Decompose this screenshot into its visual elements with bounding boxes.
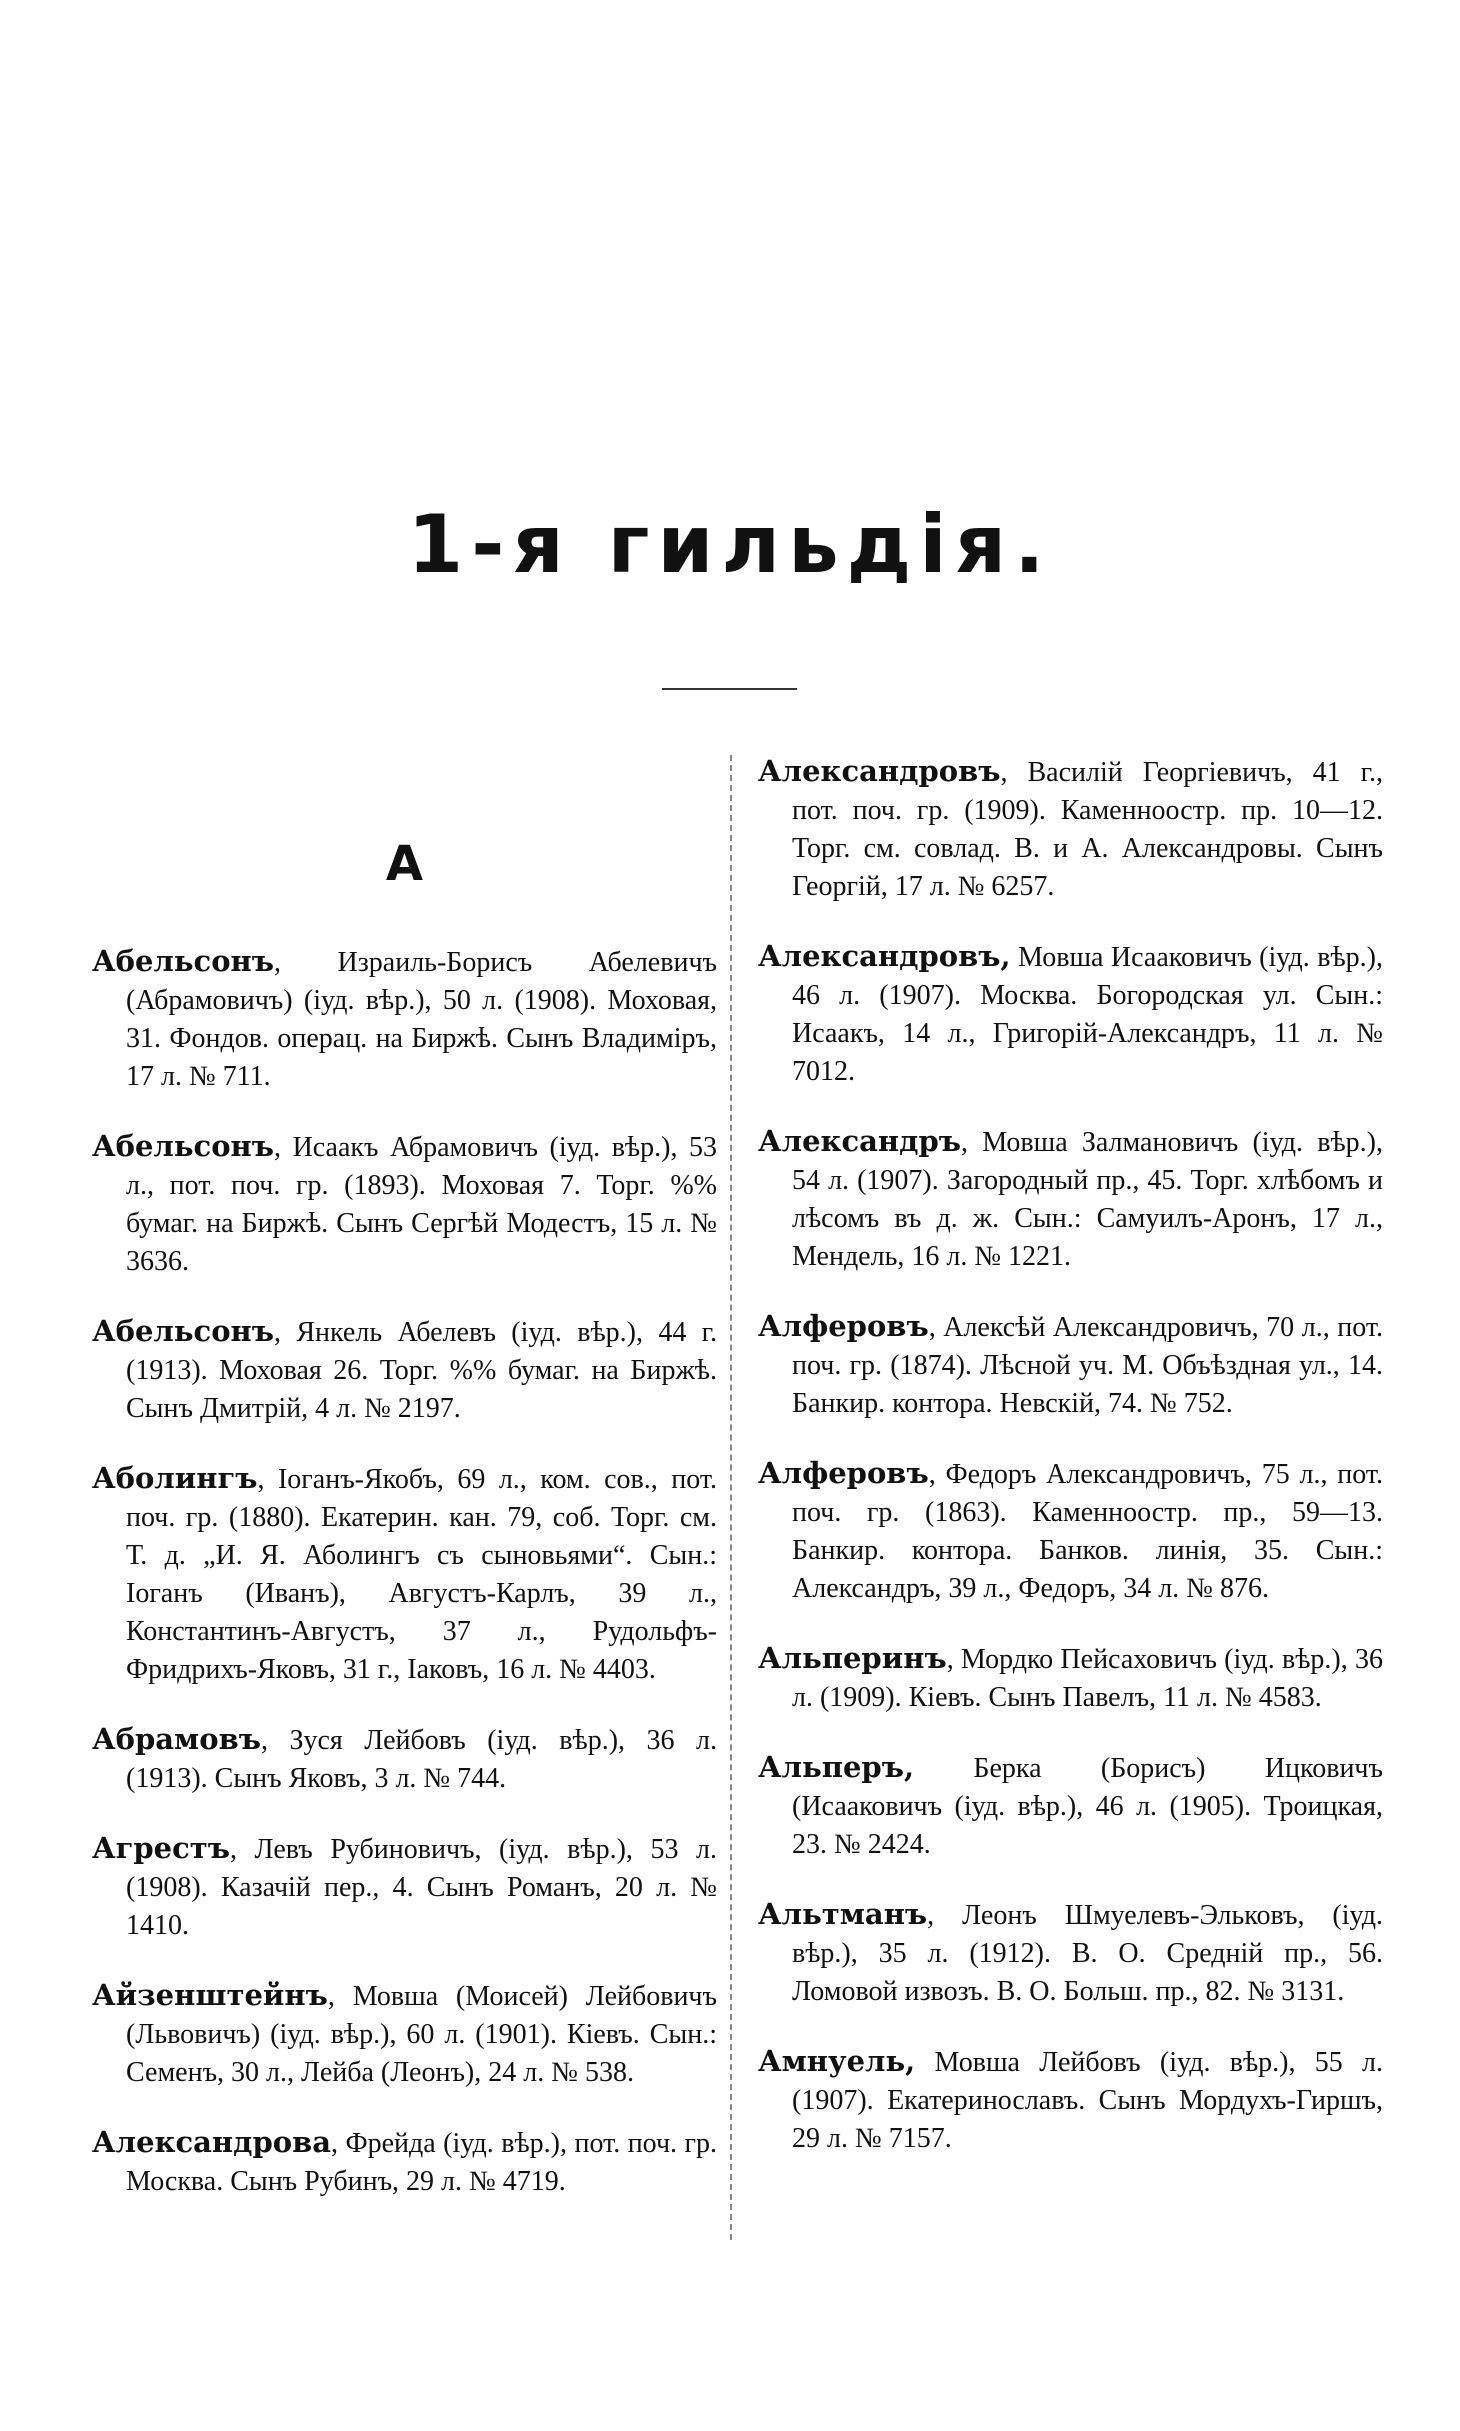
entry-surname: Амнуель, bbox=[758, 2044, 916, 2078]
entry-surname: Александрова bbox=[92, 2125, 332, 2159]
entry-surname: Айзенштейнъ bbox=[92, 1978, 328, 2012]
entry-details: Мовша Лейбовъ (iуд. вѣр.), 55 л. (1907). Екатеринославъ. Сынъ Мордухъ-Гиршъ, 29 л. № 7157. bbox=[792, 2047, 1383, 2154]
entry-surname: Альперинъ bbox=[758, 1641, 947, 1675]
directory-entry bbox=[92, 1312, 717, 1428]
entry-details: , Мовша Залмановичъ (iуд. вѣр.), 54 л. (1907). Загородный пр., 45. Торг. хлѣбомъ и лѣсомъ въ д. ж. Сын.: Самуилъ-Аронъ, 17 л., Мендель, 16 л. № 1221. bbox=[792, 1127, 1383, 1272]
entry-surname: Альтманъ bbox=[758, 1897, 928, 1931]
entry-surname: Альперъ, bbox=[758, 1750, 915, 1784]
entry-details: , Василiй Георгiевичъ, 41 г., пот. поч. гр. (1909). Каменноостр. пр. 10—12. Торг. см. совлад. В. и А. Александровы. Сынъ Георгiй, 17 л. № 6257. bbox=[792, 757, 1383, 902]
directory-entry bbox=[758, 1122, 1383, 1276]
directory-entry bbox=[92, 942, 717, 1096]
directory-entry bbox=[92, 1976, 717, 2092]
entry-surname: Абельсонъ bbox=[92, 944, 275, 978]
directory-entry bbox=[92, 1720, 717, 1798]
directory-entry bbox=[758, 752, 1383, 906]
entry-surname: Алферовъ bbox=[758, 1456, 929, 1490]
left-column bbox=[92, 830, 717, 2232]
directory-entry bbox=[758, 1895, 1383, 2011]
entry-surname: Агрестъ bbox=[92, 1831, 230, 1865]
title-rule bbox=[662, 688, 797, 690]
column-divider bbox=[730, 755, 732, 2240]
entry-surname: Абельсонъ bbox=[92, 1129, 275, 1163]
directory-entry bbox=[758, 937, 1383, 1091]
entry-details: , Фрейда (iуд. вѣр.), пот. поч. гр. Москва. Сынъ Рубинъ, 29 л. № 4719. bbox=[126, 2128, 717, 2197]
entry-details: , Исаакъ Абрамовичъ (iуд. вѣр.), 53 л., пот. поч. гр. (1893). Моховая 7. Торг. %% бумаг. на Биржѣ. Сынъ Сергѣй Модестъ, 15 л. № 3636. bbox=[126, 1132, 717, 1277]
entry-surname: Александровъ bbox=[758, 754, 1001, 788]
entry-details: , Iоганъ-Якобъ, 69 л., ком. сов., пот. поч. гр. (1880). Екатерин. кан. 79, соб. Торг. см. Т. д. „И. Я. Аболингъ съ сыновьями“. Сын.: Iоганъ (Иванъ), Августъ-Карлъ, 39 л., Константинъ-Августъ, 37 л., Рудольфъ-Фридрихъ-Яковъ, 31 г., Iаковъ, 16 л. № 4403. bbox=[126, 1464, 717, 1685]
entry-surname: Абельсонъ bbox=[92, 1314, 275, 1348]
entry-details: , Янкель Абелевъ (iуд. вѣр.), 44 г. (1913). Моховая 26. Торг. %% бумаг. на Биржѣ. Сынъ Дмитрiй, 4 л. № 2197. bbox=[126, 1317, 717, 1424]
entry-details: , Алексѣй Александровичъ, 70 л., пот. поч. гр. (1874). Лѣсной уч. М. Объѣздная ул., 14. Банкир. контора. Невскiй, 74. № 752. bbox=[792, 1312, 1383, 1419]
entry-surname: Александровъ, bbox=[758, 939, 1011, 973]
entry-surname: Аболингъ bbox=[92, 1461, 258, 1495]
entry-surname: Абрамовъ bbox=[92, 1722, 261, 1756]
directory-entry bbox=[92, 2123, 717, 2201]
entry-details: , Мордко Пейсаховичъ (iуд. вѣр.), 36 л. (1909). Кiевъ. Сынъ Павелъ, 11 л. № 4583. bbox=[792, 1644, 1383, 1713]
letter-heading: А bbox=[385, 836, 424, 892]
directory-entry bbox=[758, 1454, 1383, 1608]
directory-entry bbox=[758, 1639, 1383, 1717]
entry-details: , Левъ Рубиновичъ, (iуд. вѣр.), 53 л. (1908). Казачiй пер., 4. Сынъ Романъ, 20 л. № 1410. bbox=[126, 1834, 717, 1941]
entry-details: Мовша Исааковичъ (iуд. вѣр.), 46 л. (1907). Москва. Богородская ул. Сын.: Исаакъ, 14 л., Григорiй-Александръ, 11 л. № 7012. bbox=[792, 942, 1383, 1087]
entry-details: , Израиль-Борисъ Абелевичъ (Абрамовичъ) (iуд. вѣр.), 50 л. (1908). Моховая, 31. Фондов. операц. на Биржѣ. Сынъ Владимiръ, 17 л. № 711. bbox=[126, 947, 717, 1092]
entry-details: , Зуся Лейбовъ (iуд. вѣр.), 36 л. (1913). Сынъ Яковъ, 3 л. № 744. bbox=[126, 1725, 717, 1794]
directory-entry bbox=[92, 1829, 717, 1945]
entry-surname: Александръ bbox=[758, 1124, 961, 1158]
directory-entry bbox=[758, 2042, 1383, 2158]
entry-details: , Мовша (Моисей) Лейбовичъ (Львовичъ) (iуд. вѣр.), 60 л. (1901). Кiевъ. Сын.: Семенъ, 30 л., Лейба (Леонъ), 24 л. № 538. bbox=[126, 1981, 717, 2088]
entry-details: , Федоръ Александровичъ, 75 л., пот. поч. гр. (1863). Каменноостр. пр., 59—13. Банкир. контора. Банков. линiя, 35. Сын.: Александръ, 39 л., Федоръ, 34 л. № 876. bbox=[792, 1459, 1383, 1604]
right-column bbox=[758, 752, 1383, 2189]
entry-details: , Леонъ Шмуелевъ-Эльковъ, (iуд. вѣр.), 35 л. (1912). В. О. Среднiй пр., 56. Ломовой извозъ. В. О. Больш. пр., 82. № 3131. bbox=[792, 1900, 1383, 2007]
entry-details: Берка (Борисъ) Ицковичъ (Исааковичъ (iуд. вѣр.), 46 л. (1905). Троицкая, 23. № 2424. bbox=[792, 1753, 1383, 1860]
page-title: 1-я гильдія. bbox=[407, 498, 1053, 591]
entry-surname: Алферовъ bbox=[758, 1309, 929, 1343]
directory-entry bbox=[758, 1307, 1383, 1423]
directory-entry bbox=[92, 1127, 717, 1281]
directory-entry bbox=[758, 1748, 1383, 1864]
directory-entry bbox=[92, 1459, 717, 1689]
